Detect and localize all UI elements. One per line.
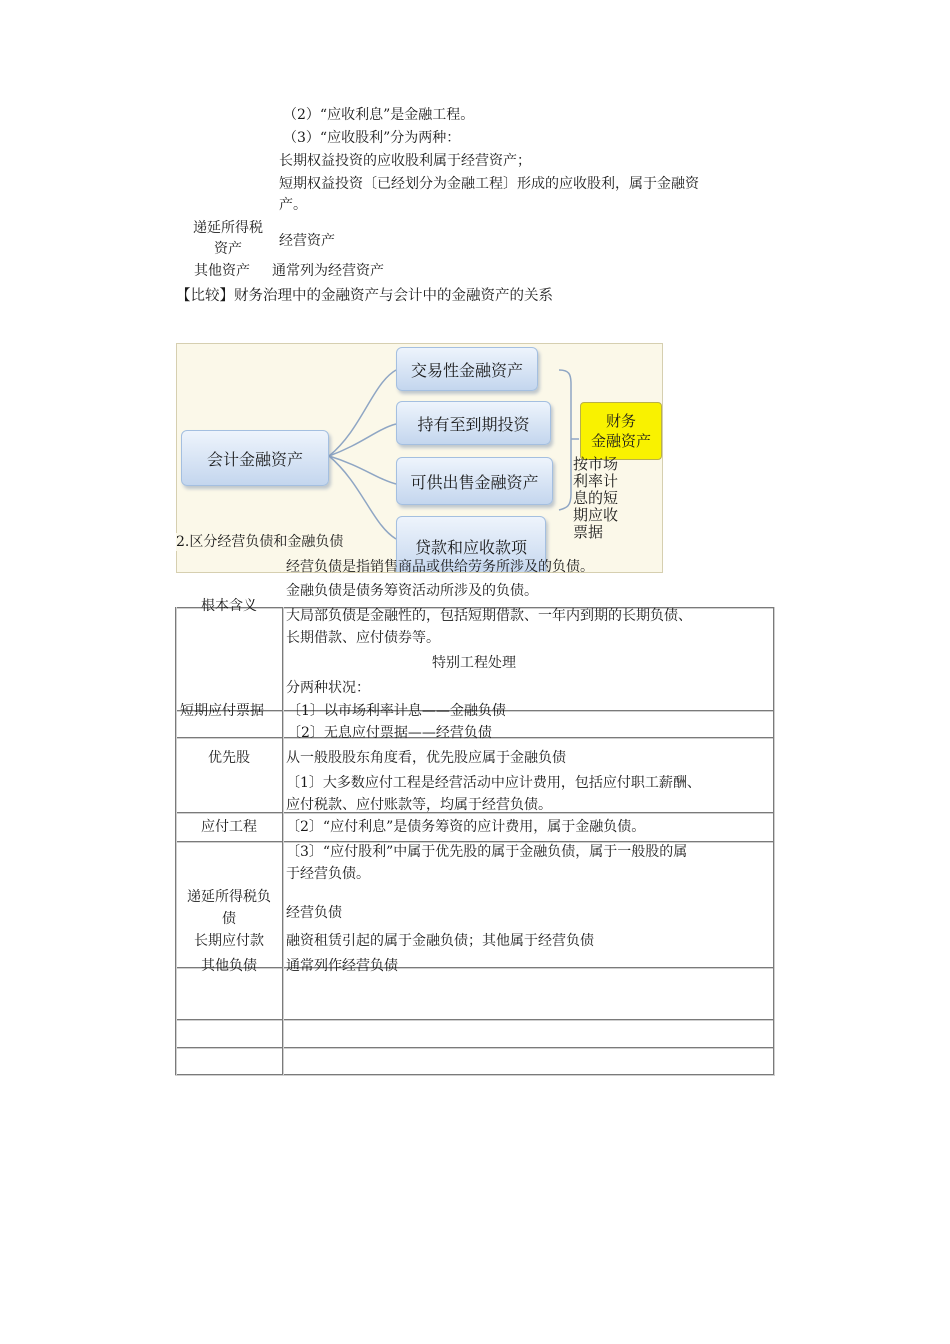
deferred-tax-asset-label-cont: 资产 xyxy=(214,241,242,257)
deferred-tax-liability-value: 经营负债 xyxy=(286,905,342,921)
asset-line-shortterm: 短期权益投资〔已经划分为金融工程〕形成的应收股利，属于金融资 xyxy=(279,176,699,192)
payables-line-3-cont: 于经营负债。 xyxy=(286,866,370,882)
deferred-tax-asset-label: 递延所得税 xyxy=(193,220,263,236)
asset-line-longterm: 长期权益投资的应收股利属于经营资产； xyxy=(279,153,531,169)
short-term-notes-label: 短期应付票据 xyxy=(180,703,264,719)
basic-line-operating: 经营负债是指销售商品或供给劳务所涉及的负债。 xyxy=(286,559,594,575)
payables-line-3: 〔3〕“应付股利”中属于优先股的属于金融负债，属于一般股的属 xyxy=(286,844,688,860)
payables-line-1: 〔1〕大多数应付工程是经营活动中应计费用，包括应付职工薪酬、 xyxy=(286,775,701,791)
notes-line-intro: 分两种状况： xyxy=(286,680,370,696)
notes-line-interest: 〔1〕以市场利率计息——金融负债 xyxy=(287,703,506,719)
asset-line-interest: （2）“应收利息”是金融工程。 xyxy=(283,107,475,123)
payables-label: 应付工程 xyxy=(201,819,257,835)
node-loans-receivables: 贷款和应收款项 xyxy=(396,516,546,573)
connector-1 xyxy=(329,370,396,456)
preferred-stock-label: 优先股 xyxy=(208,750,250,766)
table-line xyxy=(282,607,284,1075)
other-liabilities-label: 其他负债 xyxy=(201,958,257,974)
deferred-tax-liability-label: 递延所得税负 xyxy=(187,889,271,905)
connector-3 xyxy=(329,456,396,484)
table-line xyxy=(773,607,775,1075)
preferred-stock-value: 从一般股股东角度看，优先股应属于金融负债 xyxy=(286,750,566,766)
connector-2 xyxy=(329,424,396,456)
brace xyxy=(559,370,571,510)
node-accounting-financial-assets: 会计金融资产 xyxy=(181,430,329,486)
payables-line-1-cont: 应付税款、应付账款等，均属于经营负债。 xyxy=(286,797,552,813)
node-financial-assets-line1: 财务 xyxy=(605,412,636,430)
other-asset-value: 通常列为经营资产 xyxy=(272,263,384,279)
node-available-for-sale: 可供出售金融资产 xyxy=(396,457,553,505)
liabilities-heading: 2.区分经营负债和金融负债 xyxy=(176,534,344,550)
asset-line-dividend: （3）“应收股利”分为两种： xyxy=(283,130,461,146)
compare-heading: 【比较】财务治理中的金融资产与会计中的金融资产的关系 xyxy=(176,288,553,304)
node-held-to-maturity: 持有至到期投资 xyxy=(396,401,551,445)
long-term-payables-label: 长期应付款 xyxy=(194,933,264,949)
basic-line-financial: 金融负债是债务筹资活动所涉及的负债。 xyxy=(286,583,538,599)
table-line xyxy=(175,1074,775,1076)
table-line xyxy=(175,1047,775,1049)
diagram-note: 按市场 利率计 息的短 期应收 票据 xyxy=(573,455,619,541)
basic-line-majority: 大局部负债是金融性的，包括短期借款、一年内到期的长期负债、 xyxy=(286,608,692,624)
deferred-tax-asset-value: 经营资产 xyxy=(279,233,335,249)
node-financial-assets-line2: 金融资产 xyxy=(590,432,651,450)
asset-line-shortterm-cont: 产。 xyxy=(279,197,307,213)
special-items-header: 特别工程处理 xyxy=(432,655,516,671)
other-asset-label: 其他资产 xyxy=(194,263,250,279)
node-financial-assets xyxy=(580,402,662,460)
basic-line-majority-cont: 长期借款、应付债券等。 xyxy=(286,630,440,646)
connector-4 xyxy=(329,456,396,539)
table-line xyxy=(175,607,177,1075)
other-liabilities-value: 通常列作经营负债 xyxy=(286,958,398,974)
basic-meaning-label: 根本含义 xyxy=(201,598,257,614)
long-term-payables-value: 融资租赁引起的属于金融负债；其他属于经营负债 xyxy=(286,933,594,949)
table-line xyxy=(175,1019,775,1021)
node-trading-assets: 交易性金融资产 xyxy=(396,347,538,391)
deferred-tax-liability-label-cont: 债 xyxy=(222,911,236,927)
payables-line-2: 〔2〕“应付利息”是债务筹资的应计费用，属于金融负债。 xyxy=(286,819,646,835)
notes-line-no-interest: 〔2〕无息应付票据——经营负债 xyxy=(287,725,492,741)
